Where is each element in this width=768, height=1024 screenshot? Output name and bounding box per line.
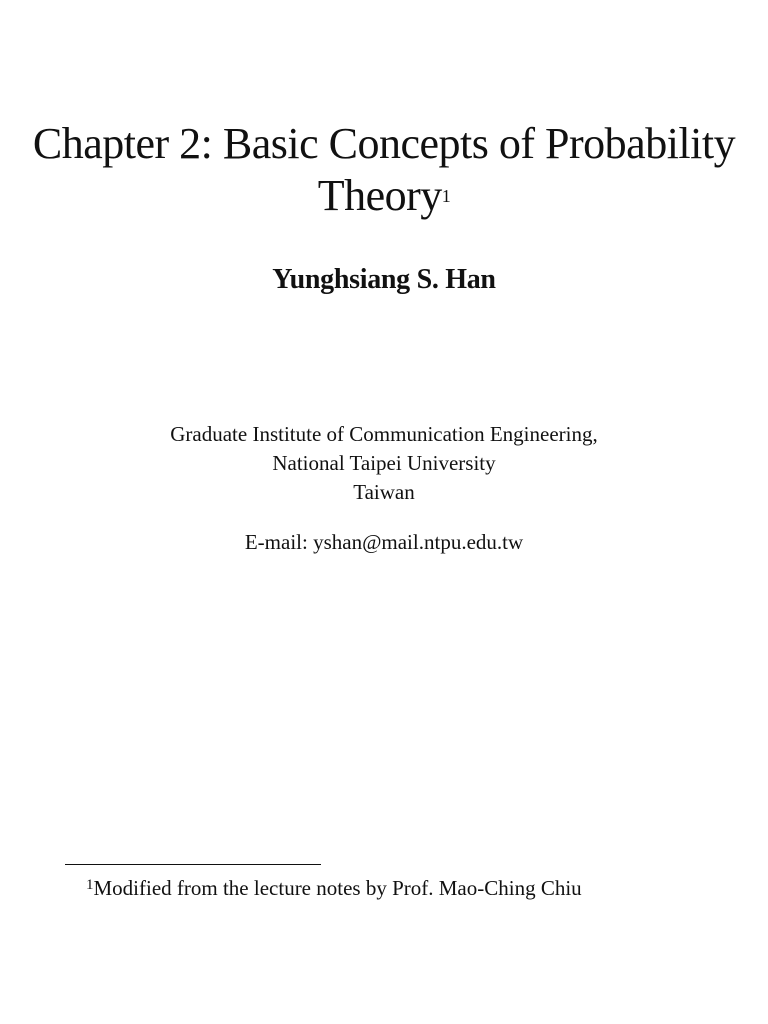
- author-email: E-mail: yshan@mail.ntpu.edu.tw: [244, 530, 524, 554]
- affiliation-block: [0, 420, 768, 507]
- title-footnote-mark: 1: [441, 186, 451, 206]
- footnote-mark: 1: [86, 877, 94, 893]
- page-title: [0, 118, 768, 230]
- affiliation-university: National Taipei University: [272, 451, 496, 475]
- footnote: [86, 876, 582, 901]
- title-line-1: Chapter 2: Basic Concepts of Probability: [32, 119, 736, 168]
- affiliation-country: Taiwan: [353, 480, 415, 504]
- affiliation-institute: Graduate Institute of Communication Engineering,: [170, 422, 598, 446]
- footnote-text: Modified from the lecture notes by Prof. Mao-Ching Chiu: [93, 876, 582, 900]
- title-line-2: [0, 170, 768, 230]
- author-name: Yunghsiang S. Han: [272, 264, 496, 295]
- footnote-divider: [65, 864, 321, 865]
- title-line-2-text: Theory: [317, 171, 442, 220]
